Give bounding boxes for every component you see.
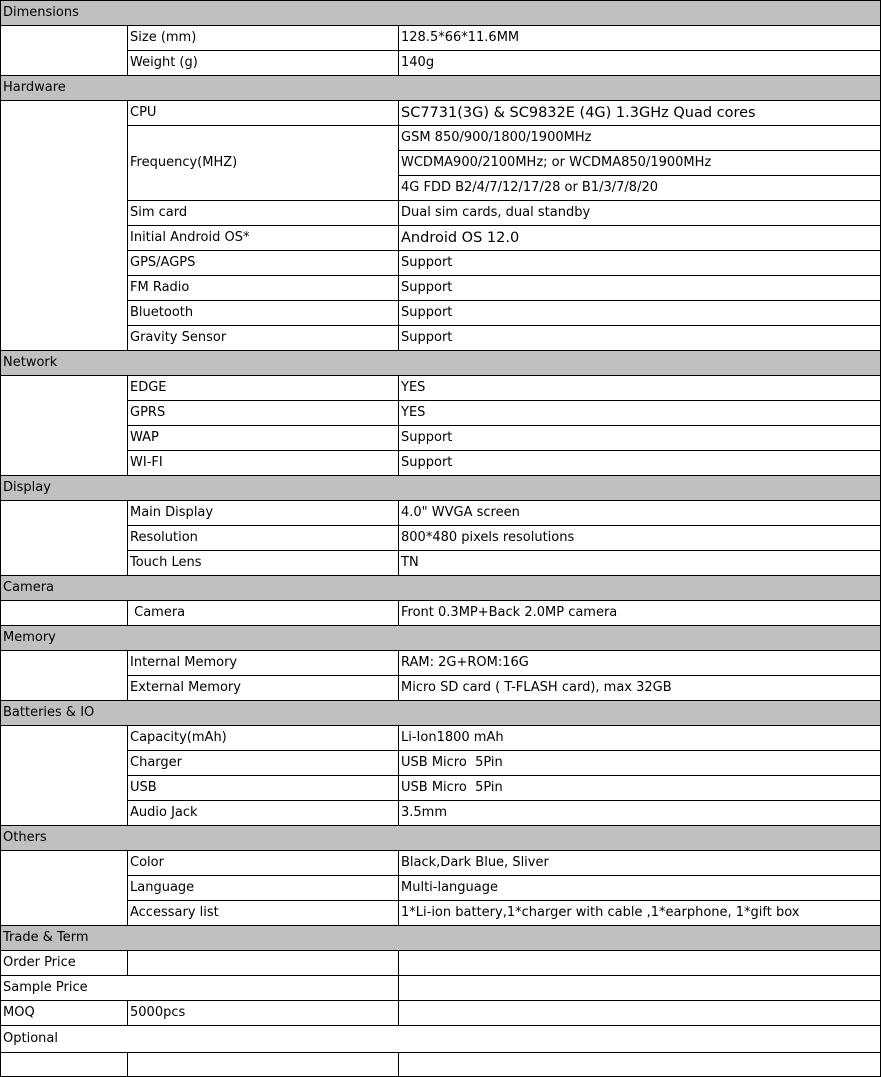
bluetooth-value: Support (399, 301, 881, 326)
section-row-dimensions (1, 1, 881, 26)
external-memory-label: External Memory (128, 676, 399, 701)
size-label: Size (mm) (128, 26, 399, 51)
group-spacer (1, 651, 128, 701)
language-value: Multi-language (399, 876, 881, 901)
os-label: Initial Android OS* (128, 226, 399, 251)
section-header-camera: Camera (1, 576, 881, 601)
section-header-display: Display (1, 476, 881, 501)
frequency-value-4g: 4G FDD B2/4/7/12/17/28 or B1/3/7/8/20 (399, 176, 881, 201)
section-header-network: Network (1, 351, 881, 376)
audio-jack-value: 3.5mm (399, 801, 881, 826)
group-spacer (1, 601, 128, 626)
section-row-batteries-io (1, 701, 881, 726)
table-row (1, 501, 881, 526)
section-header-trade-term: Trade & Term (1, 926, 881, 951)
usb-value: USB Micro 5Pin (399, 776, 881, 801)
external-memory-value: Micro SD card ( T-FLASH card), max 32GB (399, 676, 881, 701)
touch-lens-label: Touch Lens (128, 551, 399, 576)
language-label: Language (128, 876, 399, 901)
group-spacer (1, 376, 128, 476)
moq-value: 5000pcs (128, 1001, 399, 1026)
accessary-value: 1*Li-ion battery,1*charger with cable ,1*earphone, 1*gift box (399, 901, 881, 926)
order-price-cell (128, 951, 399, 976)
empty-cell (128, 1053, 399, 1077)
frequency-value-wcdma: WCDMA900/2100MHz; or WCDMA850/1900MHz (399, 151, 881, 176)
audio-jack-label: Audio Jack (128, 801, 399, 826)
order-price-label: Order Price (1, 951, 128, 976)
table-row (1, 226, 881, 251)
section-row-display (1, 476, 881, 501)
frequency-label: Frequency(MHZ) (128, 126, 399, 201)
sim-value: Dual sim cards, dual standby (399, 201, 881, 226)
sample-price-value (399, 976, 881, 1001)
table-row (1, 901, 881, 926)
table-row (1, 276, 881, 301)
os-value: Android OS 12.0 (399, 226, 881, 251)
empty-cell (399, 1053, 881, 1077)
color-value: Black,Dark Blue, Sliver (399, 851, 881, 876)
sim-label: Sim card (128, 201, 399, 226)
gravity-value: Support (399, 326, 881, 351)
weight-label: Weight (g) (128, 51, 399, 76)
camera-value: Front 0.3MP+Back 2.0MP camera (399, 601, 881, 626)
table-row (1, 1001, 881, 1026)
table-row (1, 551, 881, 576)
table-row (1, 676, 881, 701)
section-header-memory: Memory (1, 626, 881, 651)
group-spacer (1, 101, 128, 351)
gprs-label: GPRS (128, 401, 399, 426)
table-row (1, 726, 881, 751)
group-spacer (1, 26, 128, 76)
table-row (1, 26, 881, 51)
usb-label: USB (128, 776, 399, 801)
internal-memory-value: RAM: 2G+ROM:16G (399, 651, 881, 676)
cpu-value: SC7731(3G) & SC9832E (4G) 1.3GHz Quad cores (399, 101, 881, 126)
optional-row (1, 1026, 881, 1053)
section-header-dimensions: Dimensions (1, 1, 881, 26)
group-spacer (1, 726, 128, 826)
cpu-label: CPU (128, 101, 399, 126)
capacity-label: Capacity(mAh) (128, 726, 399, 751)
edge-value: YES (399, 376, 881, 401)
table-row (1, 1053, 881, 1077)
section-header-hardware: Hardware (1, 76, 881, 101)
bluetooth-label: Bluetooth (128, 301, 399, 326)
table-row (1, 376, 881, 401)
section-header-others: Others (1, 826, 881, 851)
table-row (1, 776, 881, 801)
moq-extra (399, 1001, 881, 1026)
table-row (1, 401, 881, 426)
main-display-value: 4.0" WVGA screen (399, 501, 881, 526)
empty-cell (1, 1053, 128, 1077)
table-row (1, 526, 881, 551)
wap-label: WAP (128, 426, 399, 451)
table-row (1, 951, 881, 976)
gps-value: Support (399, 251, 881, 276)
weight-value: 140g (399, 51, 881, 76)
table-row (1, 451, 881, 476)
fm-value: Support (399, 276, 881, 301)
section-row-network (1, 351, 881, 376)
accessary-label: Accessary list (128, 901, 399, 926)
sample-price-label: Sample Price (1, 976, 399, 1001)
gravity-label: Gravity Sensor (128, 326, 399, 351)
wifi-value: Support (399, 451, 881, 476)
touch-lens-value: TN (399, 551, 881, 576)
table-row (1, 601, 881, 626)
table-row (1, 976, 881, 1001)
capacity-value: Li-Ion1800 mAh (399, 726, 881, 751)
group-spacer (1, 851, 128, 926)
wifi-label: WI-FI (128, 451, 399, 476)
group-spacer (1, 501, 128, 576)
resolution-value: 800*480 pixels resolutions (399, 526, 881, 551)
section-row-camera (1, 576, 881, 601)
resolution-label: Resolution (128, 526, 399, 551)
section-header-batteries-io: Batteries & IO (1, 701, 881, 726)
table-row (1, 301, 881, 326)
order-price-value (399, 951, 881, 976)
gprs-value: YES (399, 401, 881, 426)
size-value: 128.5*66*11.6MM (399, 26, 881, 51)
table-row (1, 326, 881, 351)
table-row (1, 101, 881, 126)
table-row (1, 51, 881, 76)
charger-value: USB Micro 5Pin (399, 751, 881, 776)
camera-label: Camera (128, 601, 399, 626)
table-row (1, 876, 881, 901)
table-row (1, 851, 881, 876)
table-row (1, 801, 881, 826)
color-label: Color (128, 851, 399, 876)
table-row (1, 201, 881, 226)
fm-label: FM Radio (128, 276, 399, 301)
charger-label: Charger (128, 751, 399, 776)
edge-label: EDGE (128, 376, 399, 401)
table-row (1, 426, 881, 451)
wap-value: Support (399, 426, 881, 451)
internal-memory-label: Internal Memory (128, 651, 399, 676)
main-display-label: Main Display (128, 501, 399, 526)
gps-label: GPS/AGPS (128, 251, 399, 276)
frequency-value-gsm: GSM 850/900/1800/1900MHz (399, 126, 881, 151)
section-row-trade-term (1, 926, 881, 951)
section-row-others (1, 826, 881, 851)
section-row-hardware (1, 76, 881, 101)
optional-label: Optional (1, 1026, 881, 1053)
moq-label: MOQ (1, 1001, 128, 1026)
table-row (1, 251, 881, 276)
table-row (1, 651, 881, 676)
table-row (1, 126, 881, 151)
table-row (1, 751, 881, 776)
section-row-memory (1, 626, 881, 651)
